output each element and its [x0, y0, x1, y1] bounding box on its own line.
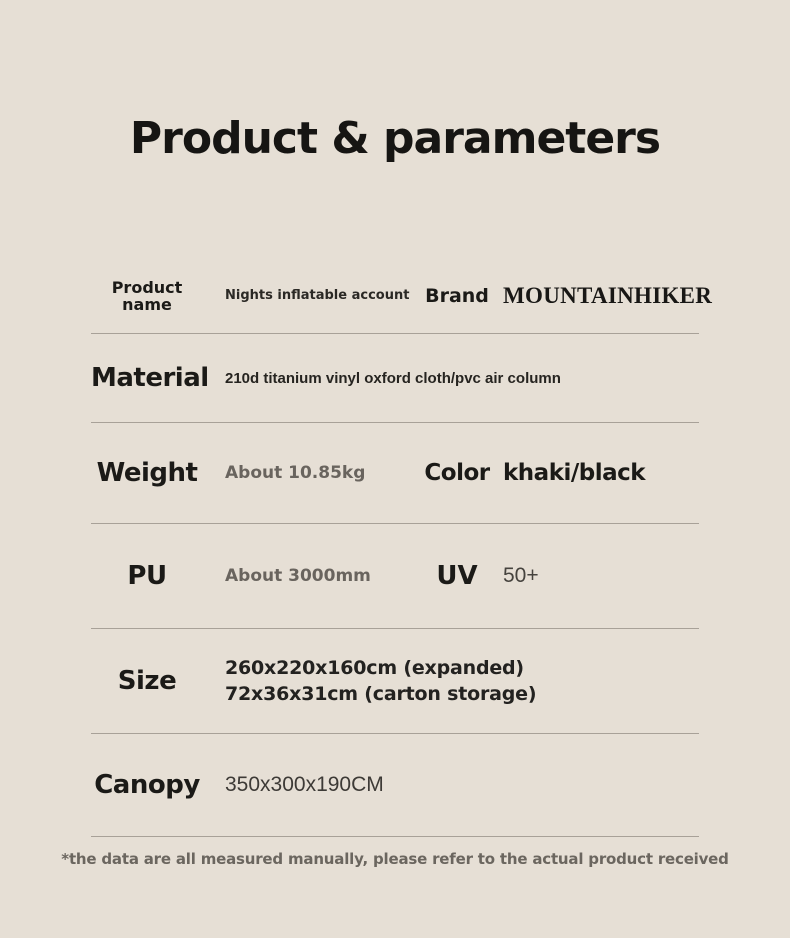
- size-label: Size: [117, 666, 177, 696]
- weight-value: About 10.85kg: [225, 463, 366, 483]
- product-name-value: Nights inflatable account: [225, 288, 410, 303]
- spec-table: [91, 258, 713, 837]
- material-value: 210d titanium vinyl oxford cloth/pvc air column: [225, 369, 561, 387]
- uv-label: UV: [436, 561, 478, 591]
- spec-row-weight: [91, 423, 699, 524]
- weight-label: Weight: [96, 458, 198, 488]
- brand-value: MOUNTAINHIKER: [503, 282, 713, 308]
- size-value: [203, 655, 699, 707]
- color-label: Color: [424, 460, 490, 486]
- size-value-line1: 260x220x160cm (expanded): [225, 657, 524, 679]
- footnote: *the data are all measured manually, please refer to the actual product received: [61, 850, 729, 868]
- spec-row-size: [91, 629, 699, 734]
- canopy-label: Canopy: [94, 770, 200, 800]
- uv-value: 50+: [503, 564, 539, 587]
- canopy-value: 350x300x190CM: [225, 773, 384, 796]
- spec-row-pu: [91, 524, 699, 629]
- spec-row-product-name: [91, 258, 713, 334]
- page-title: Product & parameters: [129, 113, 661, 164]
- pu-value: About 3000mm: [225, 566, 371, 586]
- pu-label: PU: [127, 561, 167, 591]
- material-label: Material: [91, 363, 209, 393]
- product-name-label-line2: name: [122, 294, 172, 314]
- product-name-label-line1: Product: [111, 277, 183, 297]
- spec-row-material: [91, 334, 699, 423]
- color-value: khaki/black: [503, 460, 646, 486]
- product-name-label: [91, 279, 203, 313]
- brand-label: Brand: [425, 284, 489, 307]
- size-value-line2: 72x36x31cm (carton storage): [225, 683, 537, 705]
- spec-row-canopy: [91, 734, 699, 837]
